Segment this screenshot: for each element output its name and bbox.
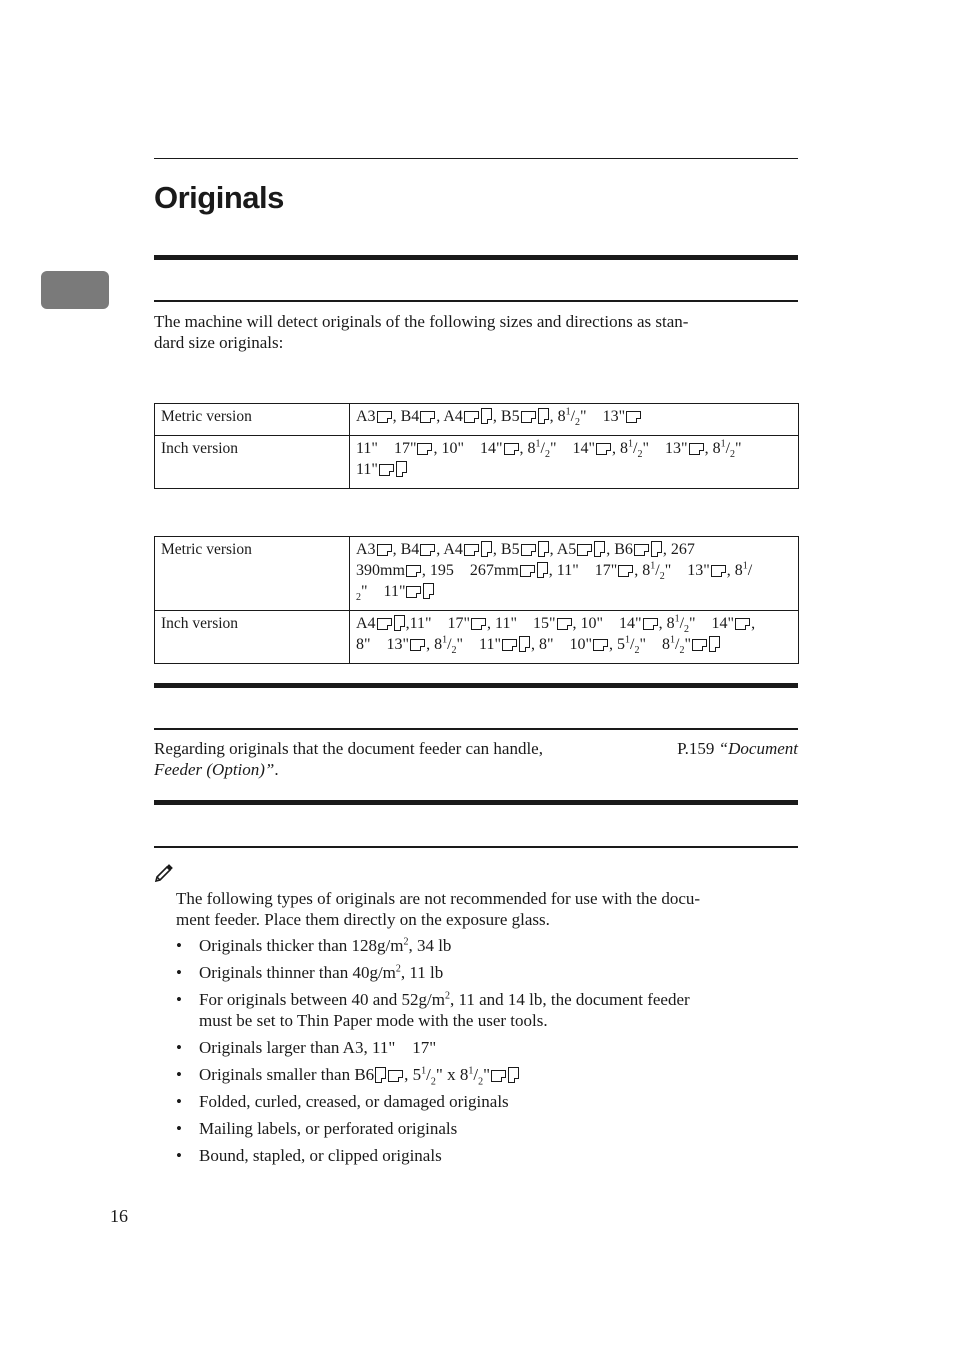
landscape-orientation-icon <box>410 639 425 651</box>
portrait-orientation-icon <box>594 541 605 557</box>
landscape-orientation-icon <box>504 443 519 455</box>
page-number: 16 <box>110 1206 128 1226</box>
subsection-rule <box>154 846 798 848</box>
pencil-note-icon <box>154 862 174 882</box>
list-item: • Folded, curled, creased, or damaged originals <box>176 1091 798 1112</box>
row-label: Metric version <box>155 537 350 611</box>
landscape-orientation-icon <box>711 565 726 577</box>
table-row <box>155 436 799 489</box>
row-value: 11" 17" , 10" 14" , $8^1/_2$" 14" , $8^1/_2$" 13" , $8^1/_2$" 11" <box>350 436 799 489</box>
list-item: • Originals larger than A3, 11" 17" <box>176 1037 798 1058</box>
row-label: Metric version <box>155 404 350 436</box>
table-row <box>155 404 799 436</box>
landscape-orientation-icon <box>406 586 421 598</box>
note-line-1: The following types of originals are not recommended for use with the docu- <box>176 889 701 908</box>
landscape-orientation-icon <box>643 618 658 630</box>
landscape-orientation-icon <box>577 544 592 556</box>
landscape-orientation-icon <box>471 618 486 630</box>
landscape-orientation-icon <box>406 565 421 577</box>
landscape-orientation-icon <box>377 618 392 630</box>
landscape-orientation-icon <box>417 443 432 455</box>
row-value: A4 ,11" 17" , 11" 15" , 10" 14" , $8^1/_2$" 14" , 8" 13" , $8^1/_2$" 11" , 8" 10" , $5^1/_2$" $8^1/_2$" <box>350 611 799 664</box>
portrait-orientation-icon <box>519 636 530 652</box>
intro-line-2: dard size originals: <box>154 333 284 352</box>
note-intro <box>176 888 798 930</box>
landscape-orientation-icon <box>557 618 572 630</box>
landscape-orientation-icon <box>502 639 517 651</box>
landscape-orientation-icon <box>464 544 479 556</box>
size-table-feeder <box>154 536 799 664</box>
landscape-orientation-icon <box>388 1070 403 1082</box>
page-title: Originals <box>154 180 284 215</box>
portrait-orientation-icon <box>394 615 405 631</box>
landscape-orientation-icon <box>735 618 750 630</box>
landscape-orientation-icon <box>626 411 641 423</box>
landscape-orientation-icon <box>420 411 435 423</box>
portrait-orientation-icon <box>508 1067 519 1083</box>
landscape-orientation-icon <box>377 411 392 423</box>
portrait-orientation-icon <box>481 541 492 557</box>
size-table-platen <box>154 403 799 489</box>
subsection-rule <box>154 728 798 730</box>
note-list <box>176 935 798 1172</box>
landscape-orientation-icon <box>420 544 435 556</box>
chapter-tab <box>41 271 109 309</box>
portrait-orientation-icon <box>538 541 549 557</box>
landscape-orientation-icon <box>379 464 394 476</box>
portrait-orientation-icon <box>651 541 662 557</box>
landscape-orientation-icon <box>521 411 536 423</box>
list-item: • For originals between 40 and $52g/m^2$, 11 and 14 lb, the document feeder must be set to Thin Paper mode with the user tools. <box>176 989 798 1031</box>
reference-title[interactable]: “Document <box>718 739 798 758</box>
landscape-orientation-icon <box>692 639 707 651</box>
table-row <box>155 611 799 664</box>
list-item: • Originals thinner than $40g/m^2$, 11 lb <box>176 962 798 983</box>
feeder-paragraph: Regarding originals that the document feeder can handle, P.159 “Document Feeder (Option)”. <box>154 739 798 779</box>
landscape-orientation-icon <box>521 544 536 556</box>
section-rule-thick <box>154 255 798 260</box>
landscape-orientation-icon <box>689 443 704 455</box>
header-rule <box>154 158 798 159</box>
row-label: Inch version <box>155 611 350 664</box>
landscape-orientation-icon <box>377 544 392 556</box>
landscape-orientation-icon <box>491 1070 506 1082</box>
subsection-rule <box>154 300 798 302</box>
portrait-orientation-icon <box>423 583 434 599</box>
intro-line-1: The machine will detect originals of the following sizes and directions as stan- <box>154 312 689 331</box>
portrait-orientation-icon <box>538 408 549 424</box>
section-rule-thick <box>154 683 798 688</box>
row-value: A3 , B4 , A4 , B5 , A5 , B6 , 267 390mm , 195 267mm , 11" 17" , $8^1/_2$" 13" , $8^1/$ $_2$" 11" <box>350 537 799 611</box>
row-value: A3 , B4 , A4 , B5 , $8^1/_2$" 13" <box>350 404 799 436</box>
portrait-orientation-icon <box>396 461 407 477</box>
section-rule-thick <box>154 800 798 805</box>
feeder-text: Regarding originals that the document feeder can handle, <box>154 739 543 758</box>
landscape-orientation-icon <box>464 411 479 423</box>
landscape-orientation-icon <box>618 565 633 577</box>
landscape-orientation-icon <box>593 639 608 651</box>
table-row <box>155 537 799 611</box>
portrait-orientation-icon <box>375 1067 386 1083</box>
landscape-orientation-icon <box>520 565 535 577</box>
portrait-orientation-icon <box>709 636 720 652</box>
reference-title-cont[interactable]: Feeder (Option)” <box>154 760 275 779</box>
list-item: • Originals smaller than B6 , $5^1/_2$" x $8^1/_2$" <box>176 1064 798 1085</box>
list-item: • Bound, stapled, or clipped originals <box>176 1145 798 1166</box>
list-item: • Mailing labels, or perforated originals <box>176 1118 798 1139</box>
reference-page[interactable]: P.159 <box>677 739 715 758</box>
portrait-orientation-icon <box>537 562 548 578</box>
portrait-orientation-icon <box>481 408 492 424</box>
row-label: Inch version <box>155 436 350 489</box>
intro-paragraph <box>154 311 798 353</box>
list-item: • Originals thicker than $128g/m^2$, 34 lb <box>176 935 798 956</box>
note-line-2: ment feeder. Place them directly on the exposure glass. <box>176 910 550 929</box>
landscape-orientation-icon <box>596 443 611 455</box>
landscape-orientation-icon <box>634 544 649 556</box>
